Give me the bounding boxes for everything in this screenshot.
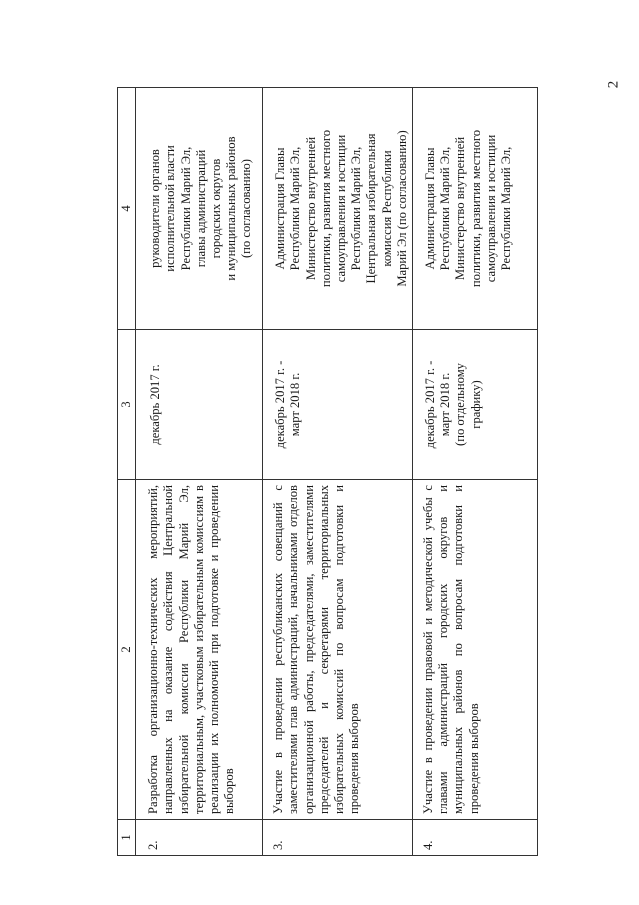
- event-date: декабрь 2017 г. - март 2018 г. (по отдельному графику): [413, 330, 538, 480]
- event-description: Разработка организационно-технических мероприятий, направленных на оказание содействия Центральной избирательной комиссии Республики Марий Эл, территориальным, участковым избирательным комиссиям в реализации их полномочий при подготовке и проведении выборов: [136, 480, 263, 820]
- rotated-table-container: [117, 88, 521, 856]
- responsible-parties: руководители органов исполнительной власти Республики Марий Эл, главы администраций городских округов и муниципальных районов (по согласованию): [136, 88, 263, 330]
- row-number: 4.: [413, 820, 538, 856]
- table-row: [136, 88, 263, 856]
- header-col-2: 2: [118, 480, 136, 820]
- header-col-1: 1: [118, 820, 136, 856]
- responsible-parties: Администрация Главы Республики Марий Эл, Министерство внутренней политики, развития местного самоуправления и юстиции Республики Марий Эл,: [413, 88, 538, 330]
- header-col-3: 3: [118, 330, 136, 480]
- event-description: Участие в проведении правовой и методической учебы с главами администраций городских округов и муниципальных районов по вопросам подготовки и проведения выборов: [413, 480, 538, 820]
- row-number: 3.: [263, 820, 413, 856]
- page-number: 2: [604, 80, 621, 89]
- table-row: [413, 88, 538, 856]
- table-header-row: [118, 88, 136, 856]
- row-number: 2.: [136, 820, 263, 856]
- event-date: декабрь 2017 г.: [136, 330, 263, 480]
- events-table: [117, 87, 538, 856]
- header-col-4: 4: [118, 88, 136, 330]
- responsible-parties: Администрация Главы Республики Марий Эл, Министерство внутренней политики, развития местного самоуправления и юстиции Республики Марий Эл, Центральная избирательная комиссия Республики Марий Эл (по согласованию): [263, 88, 413, 330]
- event-description: Участие в проведении республиканских совещаний с заместителями глав администраций, начальниками отделов организационной работы, председателями, заместителями председателей и секретарями территориальных избирательных комиссий по вопросам подготовки и проведения выборов: [263, 480, 413, 820]
- table-row: [263, 88, 413, 856]
- event-date: декабрь 2017 г. - март 2018 г.: [263, 330, 413, 480]
